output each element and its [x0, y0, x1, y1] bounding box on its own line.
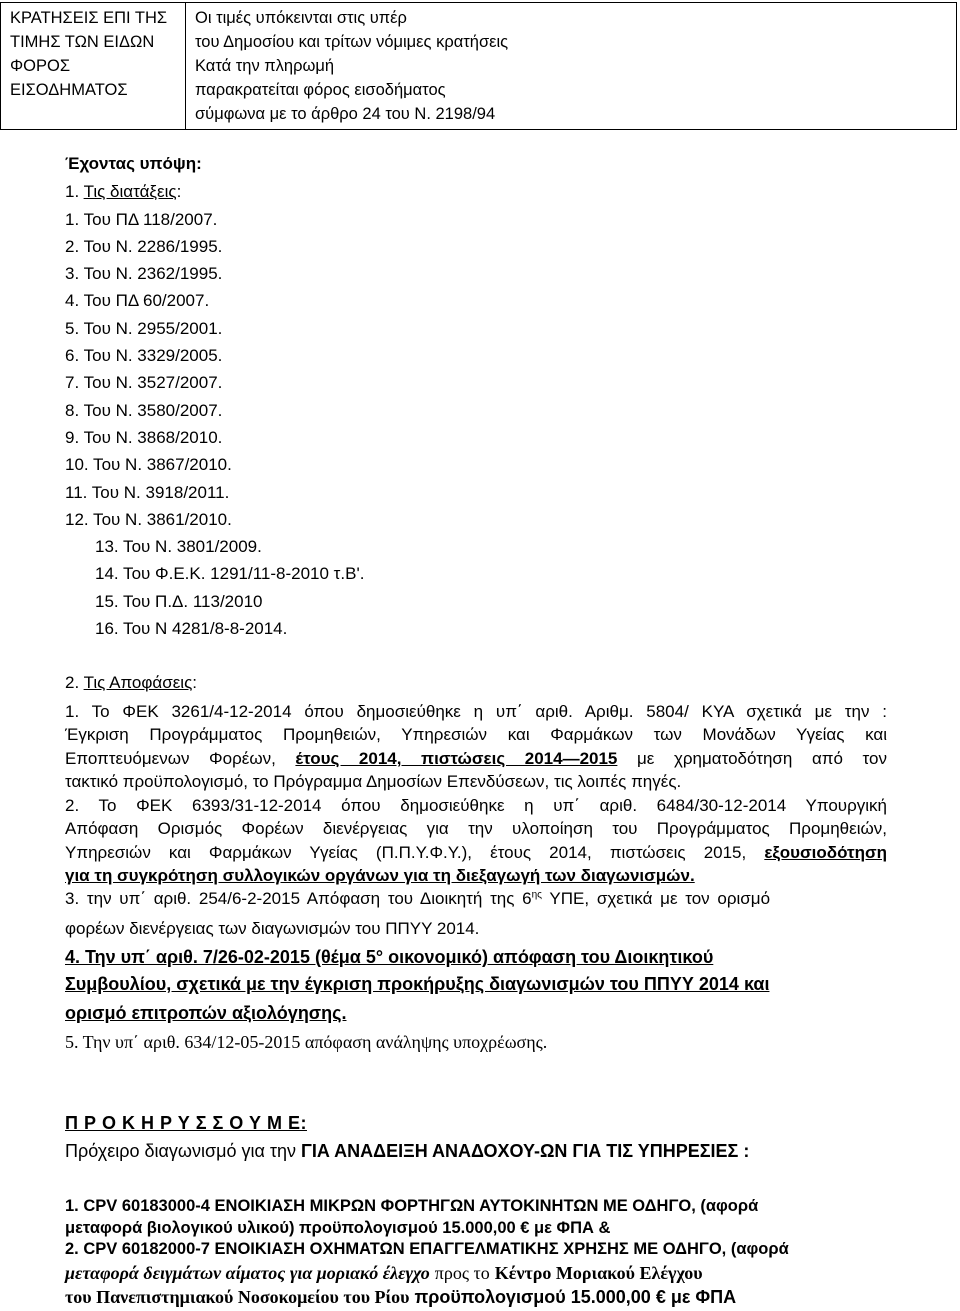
decision-2-line: για τη συγκρότηση συλλογικών οργάνων για τη διεξαγωγή των διαγωνισμών.	[65, 866, 695, 885]
service-item-1-line: 1. CPV 60183000-4 ΕΝΟΙΚΙΑΣΗ ΜΙΚΡΩΝ ΦΟΡΤΗΓΩΝ ΑΥΤΟΚΙΝΗΤΩΝ ΜΕ ΟΔΗΓΟ, (αφορά	[65, 1197, 759, 1215]
announcement-intro	[65, 1141, 749, 1162]
decision-3-text: 3. την υπ΄ αριθ. 254/6-2-2015 Απόφαση του Διοικητή της 6	[65, 889, 532, 908]
law-item: 7. Του Ν. 3527/2007.	[65, 373, 223, 392]
decision-2-line: Απόφαση Ορισμός Φορέων διενέργειας για την υλοποίηση του Προγράμματος Προμηθειών,	[65, 819, 887, 838]
decision-3-line	[65, 889, 887, 909]
decision-2-text: Υπηρεσιών και Φαρμάκων Υγείας (Π.Π.Υ.Φ.Υ.), έτους 2014, πιστώσεις 2015,	[65, 843, 747, 862]
law-item: 12. Του Ν. 3861/2010.	[65, 510, 232, 529]
law-item: 2. Του Ν. 2286/1995.	[65, 237, 223, 256]
law-item: 1. Του ΠΔ 118/2007.	[65, 210, 218, 229]
law-item: 13. Του Ν. 3801/2009.	[95, 537, 262, 556]
law-item: 14. Του Φ.Ε.Κ. 1291/11-8-2010 τ.Β'.	[95, 564, 365, 583]
law-item: 10. Του Ν. 3867/2010.	[65, 455, 232, 474]
decision-2-highlight: εξουσιοδότηση	[764, 843, 887, 862]
decision-1-line: Έγκριση Προγράμματος Προμηθειών, Υπηρεσιών και Φαρμάκων των Μονάδων Υγείας και	[65, 725, 887, 744]
decision-3-superscript: ης	[531, 889, 542, 901]
header-right-row: Κατά την πληρωμή	[195, 57, 335, 75]
header-left-row: ΕΙΣΟΔΗΜΑΤΟΣ	[10, 81, 128, 99]
announcement-intro-text: Πρόχειρο διαγωνισμό για την	[65, 1141, 296, 1161]
provisions-label-text: Τις διατάξεις	[83, 182, 177, 201]
service-item-2-bold: του Πανεπιστημιακού Νοσοκομείου του Ρίου	[65, 1287, 410, 1307]
header-left-row: ΚΡΑΤΗΣΕΙΣ ΕΠΙ ΤΗΣ	[10, 9, 168, 27]
header-right-row: παρακρατείται φόρος εισοδήματος	[195, 81, 446, 99]
decision-1-highlight: έτους 2014, πιστώσεις 2014—2015	[295, 749, 618, 768]
law-item: 9. Του Ν. 3868/2010.	[65, 428, 223, 447]
header-right-cell	[186, 3, 957, 130]
decision-4-line: 4. Την υπ΄ αριθ. 7/26-02-2015 (θέμα 5° οικονομικό) απόφαση του Διοικητικού	[65, 947, 714, 967]
header-left-row: ΦΟΡΟΣ	[10, 57, 71, 75]
header-left-cell	[1, 3, 186, 130]
service-item-2-italic: μεταφορά δειγμάτων αίματος για μοριακό έλεγχο	[65, 1263, 430, 1283]
law-item: 5. Του Ν. 2955/2001.	[65, 319, 223, 338]
header-right-row: του Δημοσίου και τρίτων νόμιμες κρατήσεις	[195, 33, 509, 51]
decision-1-line: 1. Το ΦΕΚ 3261/4-12-2014 όπου δημοσιεύθηκε η υπ΄ αριθ. Αριθμ. 5804/ ΚΥΑ σχετικά με την :	[65, 702, 887, 721]
decision-4-line: Συμβουλίου, σχετικά με την έγκριση προκήρυξης διαγωνισμών του ΠΠΥΥ 2014 και	[65, 974, 770, 994]
law-item: 15. Του Π.Δ. 113/2010	[95, 592, 263, 611]
announcement-intro-bold: ΓΙΑ ΑΝΑΔΕΙΞΗ ΑΝΑΔΟΧΟΥ-ΩΝ ΓΙΑ ΤΙΣ ΥΠΗΡΕΣΙΕΣ :	[301, 1141, 750, 1161]
law-item: 16. Του Ν 4281/8-8-2014.	[95, 619, 288, 638]
service-item-2-line	[65, 1263, 703, 1284]
announcement-heading: Π Ρ Ο Κ Η Ρ Υ Σ Σ Ο Υ Μ Ε:	[65, 1113, 307, 1133]
decision-2-line: 2. Το ΦΕΚ 6393/31-12-2014 όπου δημοσιεύθηκε η υπ΄ αριθ. 6484/30-12-2014 Υπουργική	[65, 796, 887, 815]
decision-3-line: φορέων διενέργειας των διαγωνισμών του ΠΠΥΥ 2014.	[65, 919, 480, 938]
decisions-label-text: Τις Αποφάσεις	[83, 673, 193, 692]
decisions-label: 2. Τις Αποφάσεις:	[65, 673, 198, 692]
decision-1-line: τακτικό προϋπολογισμό, το Πρόγραμμα Δημοσίων Επενδύσεων, τις λοιπές πηγές.	[65, 772, 682, 791]
service-item-2-text: προς το	[434, 1263, 490, 1283]
decision-1-text: Εποπτευόμενων Φορέων,	[65, 749, 276, 768]
header-right-row: Οι τιμές υπόκεινται στις υπέρ	[195, 9, 407, 27]
decision-4-line: ορισμό επιτροπών αξιολόγησης.	[65, 1003, 347, 1023]
service-item-2-line	[65, 1287, 736, 1308]
law-item: 3. Του Ν. 2362/1995.	[65, 264, 223, 283]
service-item-1-line: μεταφορά βιολογικού υλικού) προϋπολογισμού 15.000,00 € με ΦΠΑ &	[65, 1219, 611, 1237]
law-item: 4. Του ΠΔ 60/2007.	[65, 291, 210, 310]
law-item: 6. Του Ν. 3329/2005.	[65, 346, 223, 365]
provisions-label: 1. Τις διατάξεις:	[65, 182, 182, 201]
service-item-2-line: 2. CPV 60182000-7 ΕΝΟΙΚΙΑΣΗ ΟΧΗΜΑΤΩΝ ΕΠΑΓΓΕΛΜΑΤΙΚΗΣ ΧΡΗΣΗΣ ΜΕ ΟΔΗΓΟ, (αφορά	[65, 1240, 789, 1258]
decision-3-text: ΥΠΕ, σχετικά με τον ορισμό	[549, 889, 771, 908]
decision-1-text: με χρηματοδότηση από τον	[636, 749, 887, 768]
decision-5-line: 5. Την υπ΄ αριθ. 634/12-05-2015 απόφαση ανάληψης υποχρέωσης.	[65, 1032, 548, 1052]
considering-heading: Έχοντας υπόψη:	[65, 154, 202, 173]
decision-1-line	[65, 749, 887, 769]
header-table	[0, 2, 957, 130]
service-item-2-bold: Κέντρο Μοριακού Ελέγχου	[494, 1263, 703, 1283]
decision-2-line	[65, 843, 887, 863]
law-item: 8. Του Ν. 3580/2007.	[65, 401, 223, 420]
law-item: 11. Του Ν. 3918/2011.	[65, 483, 230, 502]
header-left-row: ΤΙΜΗΣ ΤΩΝ ΕΙΔΩΝ	[10, 33, 155, 51]
service-item-2-budget: προϋπολογισμού 15.000,00 € με ΦΠΑ	[414, 1287, 737, 1307]
header-right-row: σύμφωνα με το άρθρο 24 του Ν. 2198/94	[195, 105, 496, 123]
